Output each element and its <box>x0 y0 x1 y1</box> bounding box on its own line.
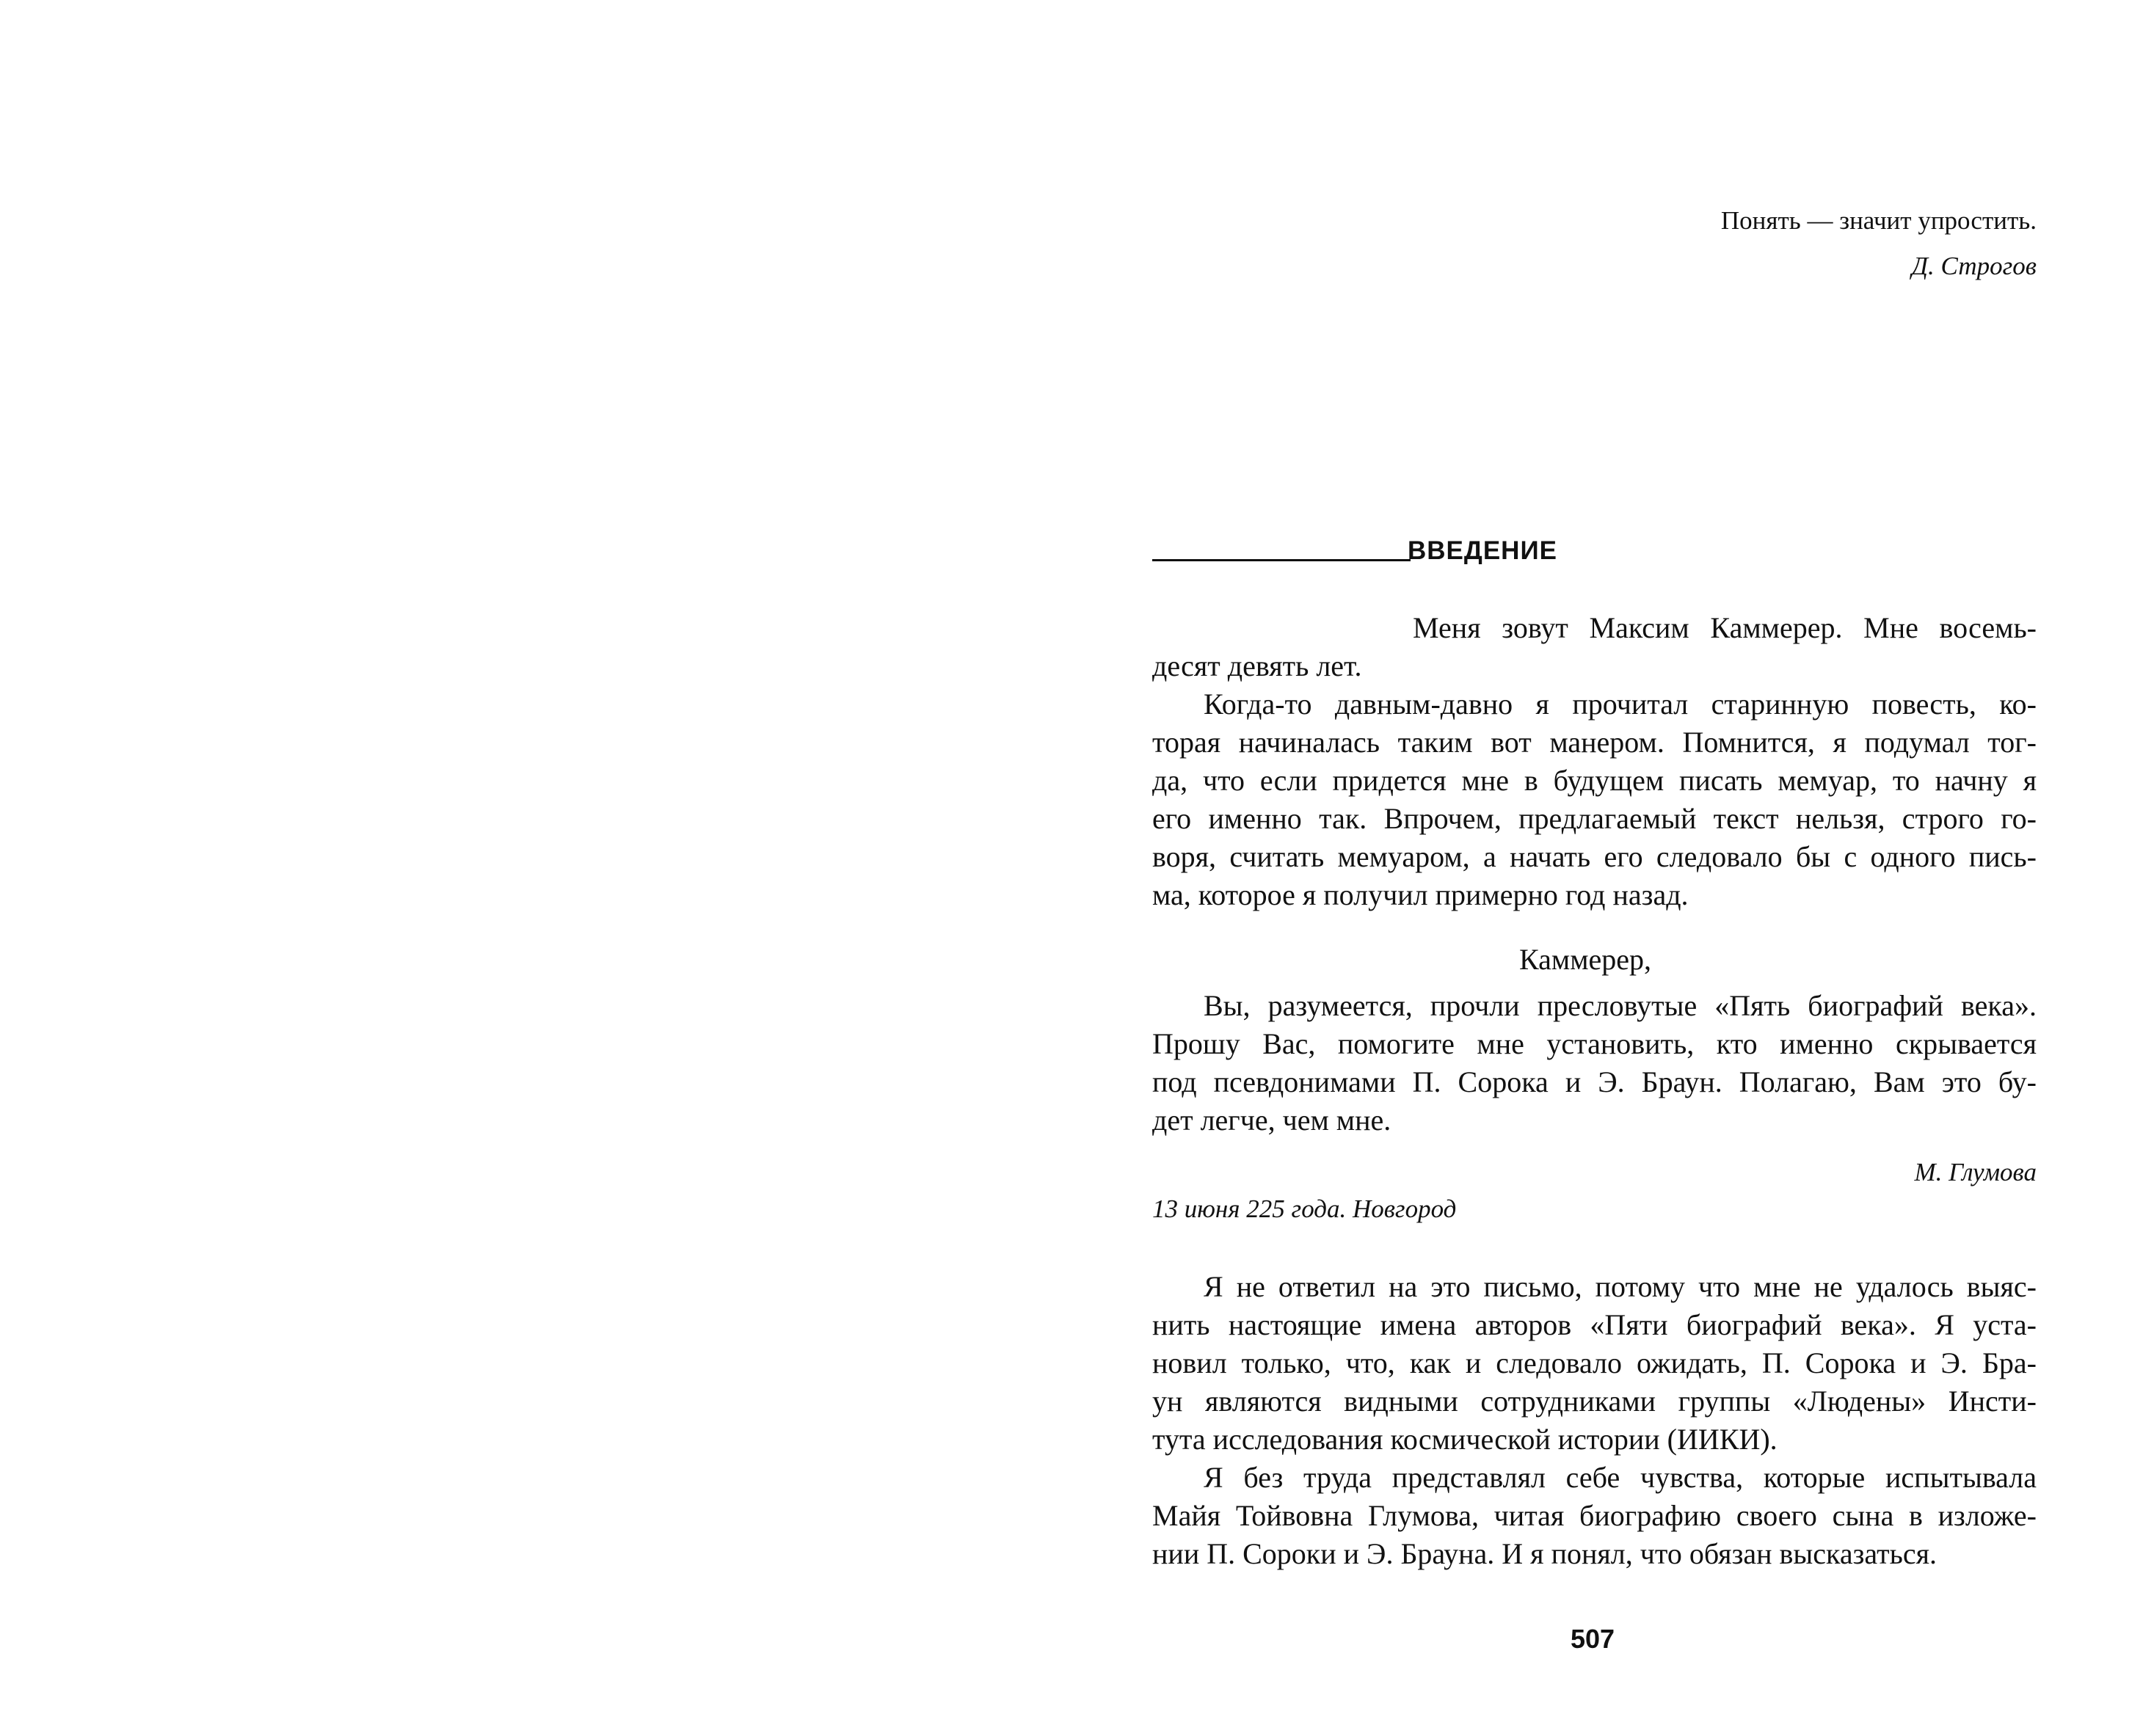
text-line: Когда-то давным-давно я прочитал старинную повесть, ко- <box>1204 688 2037 721</box>
text-line: десят девять лет. <box>1152 649 1362 682</box>
text-line: новил только, что, как и следовало ожидать, П. Сорока и Э. Бра- <box>1152 1346 2037 1379</box>
intro-paragraphs <box>1152 609 2037 914</box>
text-line: дет легче, чем мне. <box>1152 1104 1391 1137</box>
page-number: 507 <box>1571 1624 1615 1654</box>
text-line: воря, считать мемуаром, а начать его следовало бы с одного пись- <box>1152 840 2037 873</box>
text-line: ун являются видными сотрудниками группы «Людены» Инсти- <box>1152 1385 2037 1418</box>
after-letter-paragraphs <box>1152 1268 2037 1573</box>
letter-date: 13 июня 225 года. Новгород <box>1152 1195 1457 1223</box>
chapter-rule <box>1152 559 1411 561</box>
text-line: Прошу Вас, помогите мне установить, кто именно скрывается <box>1152 1027 2037 1060</box>
text-line: Я не ответил на это письмо, потому что мне не удалось выяс- <box>1204 1270 2037 1303</box>
letter-body <box>1152 987 2037 1139</box>
text-line: Меня зовут Максим Каммерер. Мне восемь- <box>1413 611 2037 644</box>
text-line: Вы, разумеется, прочли пресловутые «Пять биографий века». <box>1204 989 2037 1022</box>
text-line: торая начиналась таким вот манером. Помнится, я подумал тог- <box>1152 726 2037 759</box>
text-line: ма, которое я получил примерно год назад. <box>1152 878 1689 911</box>
chapter-title: ВВЕДЕНИЕ <box>1408 536 1557 565</box>
text-line: Я без труда представлял себе чувства, которые испытывала <box>1204 1461 2037 1494</box>
epigraph-quote: Понять — значит упростить. <box>1720 206 2037 235</box>
text-line: под псевдонимами П. Сорока и Э. Браун. Полагаю, Вам это бу- <box>1152 1065 2037 1098</box>
text-line: нить настоящие имена авторов «Пяти биографий века». Я уста- <box>1152 1308 2037 1341</box>
text-line: нии П. Сороки и Э. Брауна. И я понял, что обязан высказаться. <box>1152 1537 1937 1570</box>
text-line: да, что если придется мне в будущем писать мемуар, то начну я <box>1152 764 2037 797</box>
text-line: Майя Тойвовна Глумова, читая биографию своего сына в изложе- <box>1152 1499 2037 1532</box>
epigraph <box>1721 198 2037 289</box>
epigraph-author: Д. Строгов <box>1911 252 2037 280</box>
chapter-heading <box>1152 532 1578 569</box>
text-line: тута исследования космической истории (ИИКИ). <box>1152 1423 1778 1456</box>
text-line: его именно так. Впрочем, предлагаемый текст нельзя, строго го- <box>1152 802 2037 835</box>
letter-signature: М. Глумова <box>1914 1158 2037 1186</box>
letter-greeting: Каммерер, <box>1519 943 1652 976</box>
